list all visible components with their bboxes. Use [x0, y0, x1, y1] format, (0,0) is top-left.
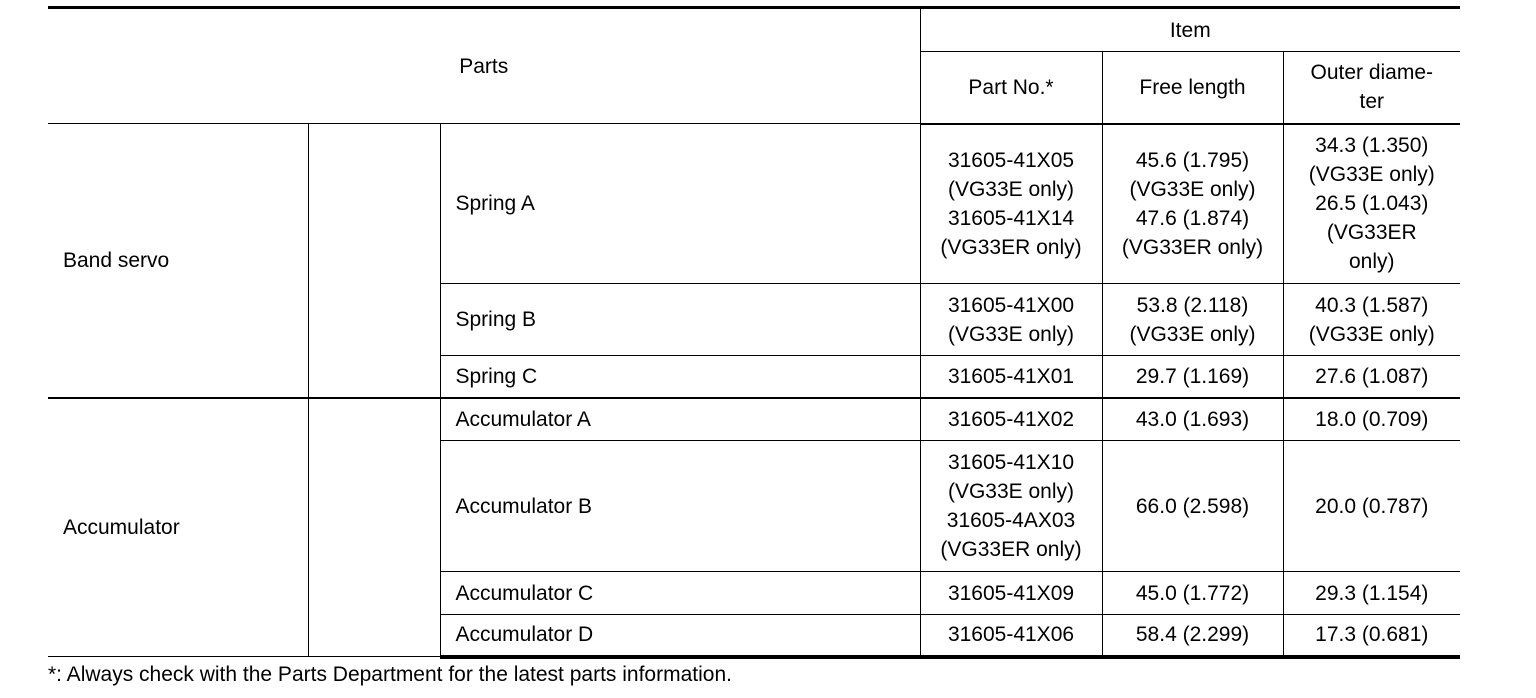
- part-number: 31605-41X05 (VG33E only) 31605-41X14 (VG33ER only): [920, 124, 1102, 284]
- footnote: *: Always check with the Parts Department for the latest parts information.: [48, 663, 732, 686]
- free-length-value: 43.0 (1.693): [1102, 398, 1283, 441]
- group-spacer-cell: [308, 398, 440, 657]
- part-number: 31605-41X00 (VG33E only): [920, 284, 1102, 356]
- part-name: Accumulator D: [440, 615, 920, 657]
- outer-diameter-value: 40.3 (1.587) (VG33E only): [1283, 284, 1460, 356]
- part-number: 31605-41X09: [920, 572, 1102, 615]
- part-name: Accumulator B: [440, 441, 920, 572]
- free-length-value: 29.7 (1.169): [1102, 356, 1283, 398]
- part-name: Accumulator C: [440, 572, 920, 615]
- group-accumulator: Accumulator: [48, 398, 308, 657]
- part-number: 31605-41X10 (VG33E only) 31605-4AX03 (VG33ER only): [920, 441, 1102, 572]
- outer-diameter-value: 34.3 (1.350) (VG33E only) 26.5 (1.043) (VG33ER only): [1283, 124, 1460, 284]
- group-band-servo: Band servo: [48, 124, 308, 398]
- free-length-value: 45.6 (1.795) (VG33E only) 47.6 (1.874) (VG33ER only): [1102, 124, 1283, 284]
- outer-diameter-value: 18.0 (0.709): [1283, 398, 1460, 441]
- free-length-value: 45.0 (1.772): [1102, 572, 1283, 615]
- outer-diameter-value: 17.3 (0.681): [1283, 615, 1460, 657]
- group-spacer-cell: [308, 124, 440, 398]
- part-number: 31605-41X01: [920, 356, 1102, 398]
- free-length-value: 66.0 (2.598): [1102, 441, 1283, 572]
- part-number: 31605-41X06: [920, 615, 1102, 657]
- outer-diameter-value: 29.3 (1.154): [1283, 572, 1460, 615]
- free-length-value: 58.4 (2.299): [1102, 615, 1283, 657]
- spring-spec-table: [48, 6, 1460, 659]
- part-name: Spring A: [440, 124, 920, 284]
- header-free-length: Free length: [1102, 52, 1283, 124]
- header-parts: Parts: [48, 8, 920, 124]
- header-outer-diameter: Outer diame- ter: [1283, 52, 1460, 124]
- header-part-no: Part No.*: [920, 52, 1102, 124]
- outer-diameter-value: 27.6 (1.087): [1283, 356, 1460, 398]
- part-name: Spring C: [440, 356, 920, 398]
- free-length-value: 53.8 (2.118) (VG33E only): [1102, 284, 1283, 356]
- part-number: 31605-41X02: [920, 398, 1102, 441]
- part-name: Spring B: [440, 284, 920, 356]
- outer-diameter-value: 20.0 (0.787): [1283, 441, 1460, 572]
- part-name: Accumulator A: [440, 398, 920, 441]
- header-item: Item: [920, 8, 1460, 52]
